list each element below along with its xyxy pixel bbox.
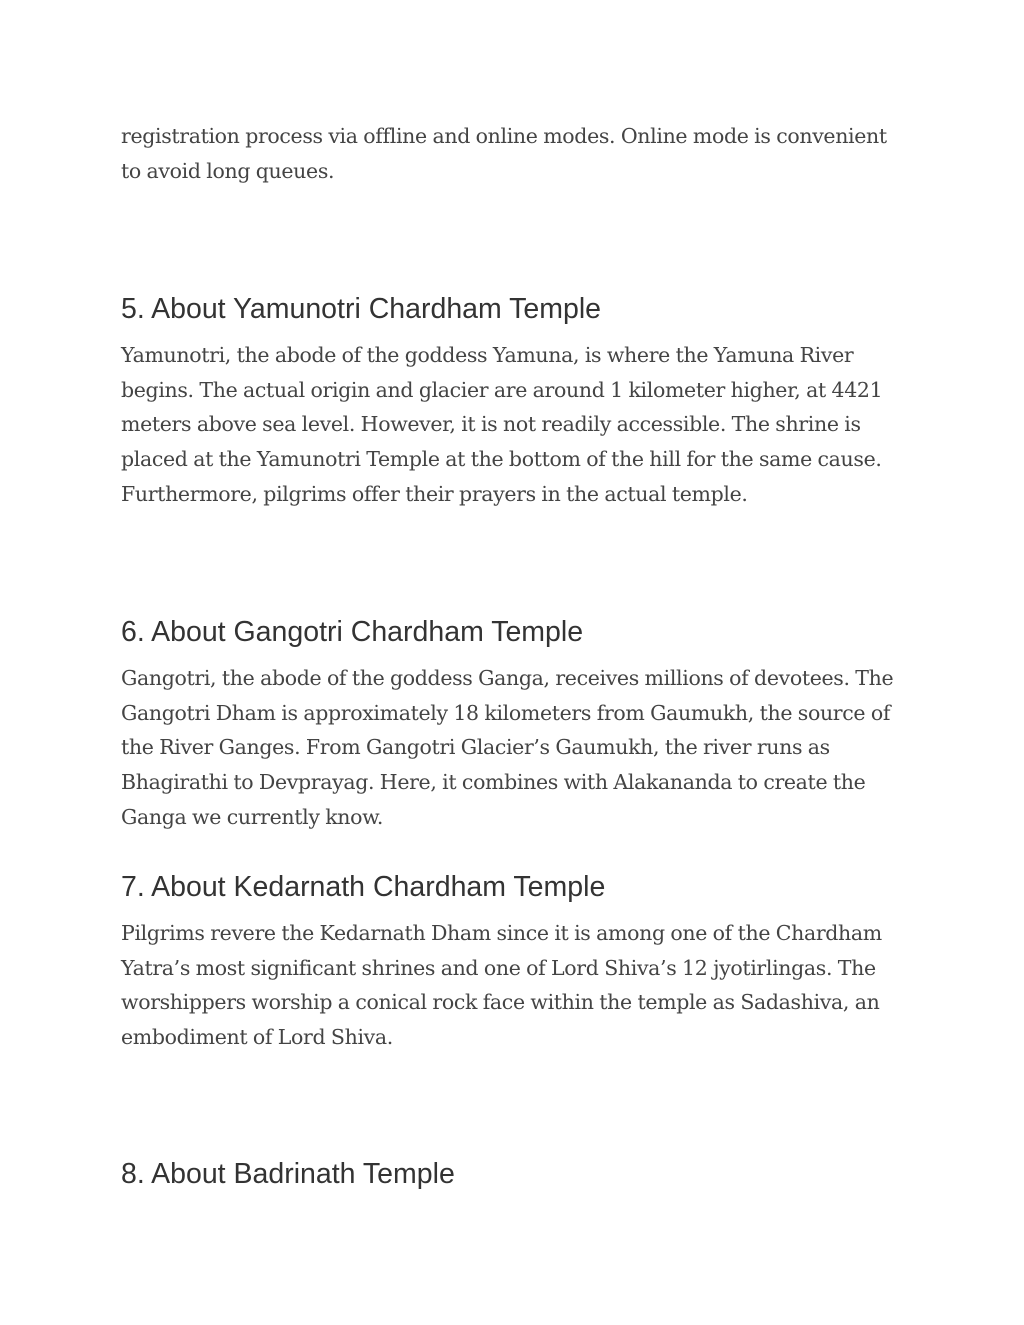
section-heading-gangotri: 6. About Gangotri Chardham Temple <box>121 616 584 648</box>
section-body-yamunotri: Yamunotri, the abode of the goddess Yamuna, is where the Yamuna River begins. The actual origin and glacier are around 1 kilometer higher, at 4421 meters above sea level. However, it is not readily accessible. The shrine is placed at the Yamunotri Temple at the bottom of the hill for the same cause. Furthermore, pilgrims offer their prayers in the actual temple. <box>121 343 883 506</box>
section-body-gangotri: Gangotri, the abode of the goddess Ganga, receives millions of devotees. The Gangotri Dham is approximately 18 kilometers from Gaumukh, the source of the River Ganges. From Gangotri Glacier’s Gaumukh, the river runs as Bhagirathi to Devprayag. Here, it combines with Alakananda to create the Ganga we currently know. <box>121 666 894 829</box>
section-heading-kedarnath: 7. About Kedarnath Chardham Temple <box>121 871 606 903</box>
section-heading-badrinath: 8. About Badrinath Temple <box>121 1158 455 1190</box>
intro-paragraph: registration process via offline and online modes. Online mode is convenient to avoid long queues. <box>121 124 887 183</box>
section-body-kedarnath: Pilgrims revere the Kedarnath Dham since it is among one of the Chardham Yatra’s most significant shrines and one of Lord Shiva’s 12 jyotirlingas. The worshippers worship a conical rock face within the temple as Sadashiva, an embodiment of Lord Shiva. <box>121 921 882 1050</box>
section-heading-yamunotri: 5. About Yamunotri Chardham Temple <box>121 293 602 325</box>
